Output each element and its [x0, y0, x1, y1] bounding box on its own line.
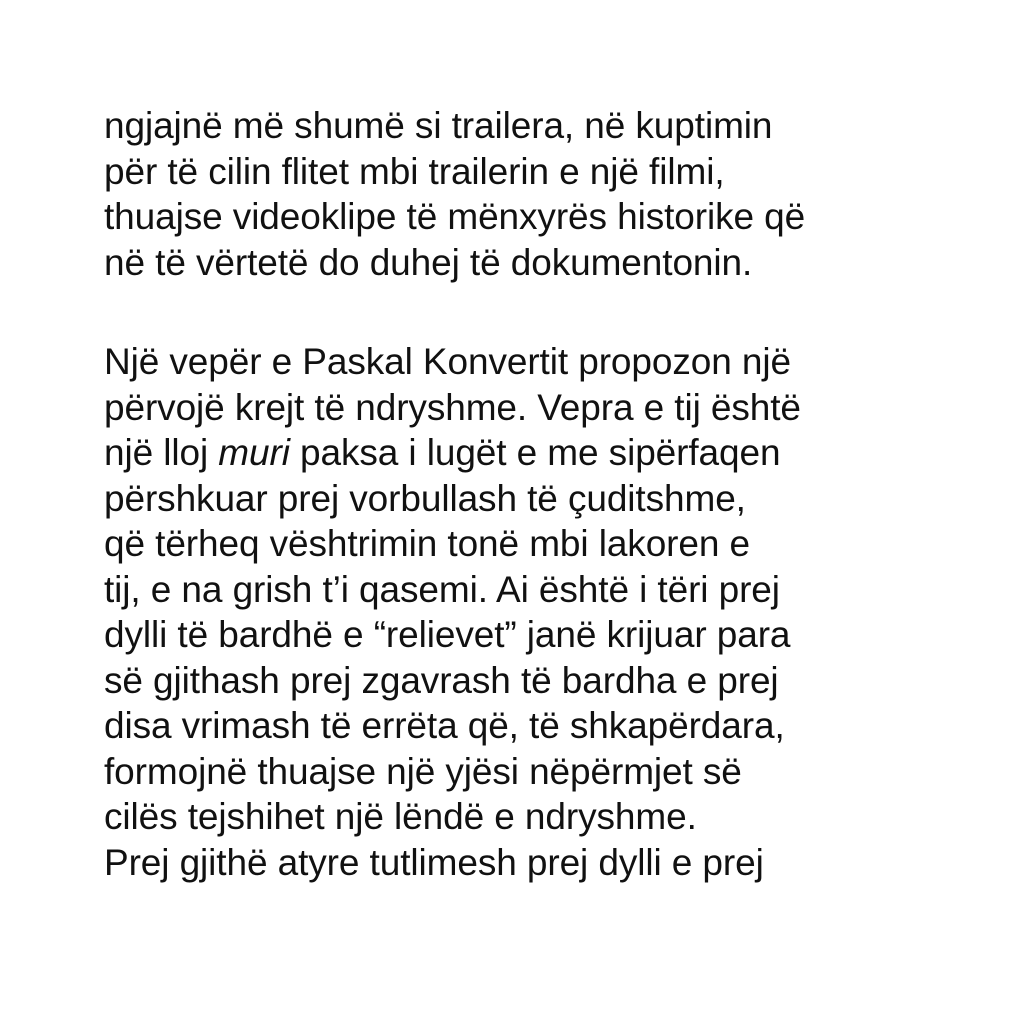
text-line: që tërheq vështrimin tonë mbi lakoren e [104, 523, 751, 564]
text-line: thuajse videoklipe të mënxyrës historike që [104, 196, 806, 237]
text-line: Prej gjithë atyre tutlimesh prej dylli e prej [104, 841, 764, 883]
text-line: formojnë thuajse një yjësi nëpërmjet së [104, 750, 742, 792]
text-line: në të vërtetë do duhej të dokumentonin. [104, 241, 753, 283]
paragraph-2 [104, 339, 944, 885]
text-line: për të cilin flitet mbi trailerin e një filmi, [104, 150, 725, 192]
text-line: përvojë krejt të ndryshme. Vepra e tij është [104, 386, 801, 428]
text-line: dylli të bardhë e “relievet” janë krijuar para [104, 614, 791, 655]
text-segment: paksa i lugët e me sipërfaqen [289, 432, 781, 473]
text-line: cilës tejshihet një lëndë e ndryshme. [104, 796, 697, 837]
text-line: tij, e na grish t’i qasemi. Ai është i tëri prej [104, 568, 780, 610]
text-line: së gjithash prej zgavrash të bardha e prej [104, 659, 779, 701]
paragraph-1 [104, 103, 944, 285]
text-line: Një vepër e Paskal Konvertit propozon një [104, 341, 791, 382]
text-line: ngjajnë më shumë si trailera, në kuptimin [104, 105, 773, 146]
text-line: përshkuar prej vorbullash të çuditshme, [104, 477, 746, 519]
text-segment: një lloj [104, 432, 219, 473]
text-line: disa vrimash të errëta që, të shkapërdara, [104, 705, 785, 746]
text-line-with-italic [104, 430, 944, 476]
italic-term: muri [218, 432, 290, 473]
